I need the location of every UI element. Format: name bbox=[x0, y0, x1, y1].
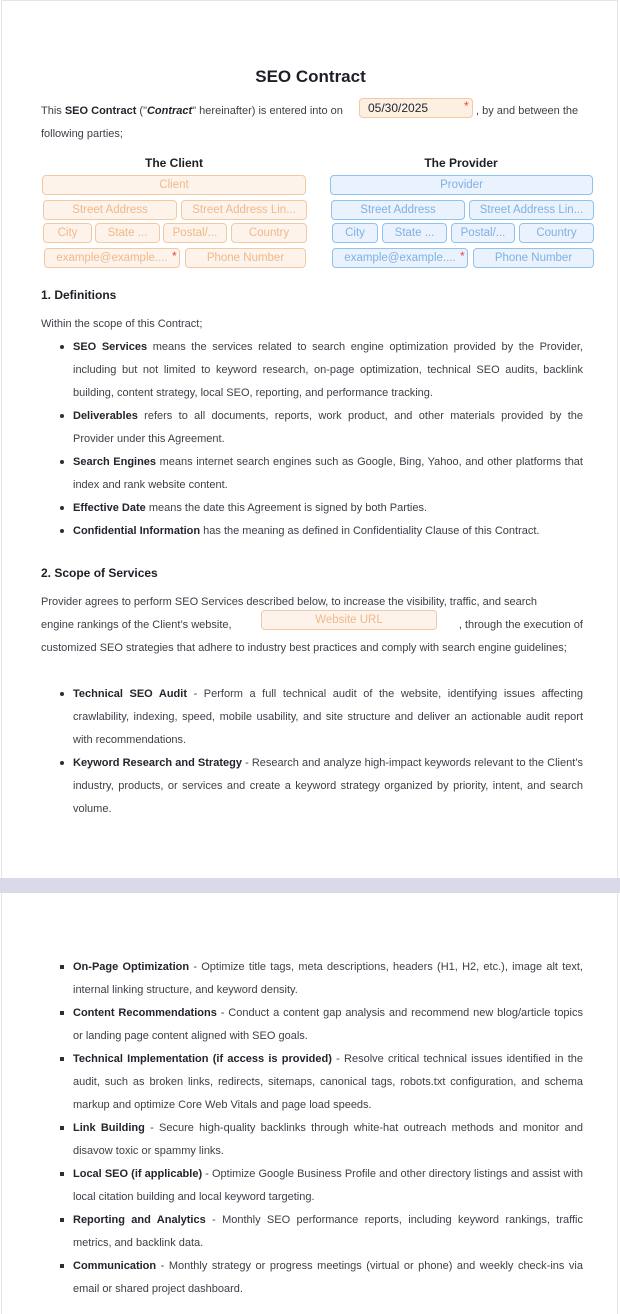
required-asterisk: * bbox=[460, 249, 465, 263]
client-email-field[interactable]: example@example.... bbox=[44, 248, 180, 268]
intro-line-1: This SEO Contract ("Contract" hereinafter) is entered into on bbox=[41, 105, 343, 117]
provider-street2-field[interactable]: Street Address Lin... bbox=[469, 200, 594, 220]
section-1-intro: Within the scope of this Contract; bbox=[41, 318, 203, 330]
provider-phone-field[interactable]: Phone Number bbox=[473, 248, 594, 268]
section-2-intro-line-1: Provider agrees to perform SEO Services described below, to increase the visibility, traffic, and search bbox=[41, 596, 538, 608]
list-item: Link Building - Secure high-quality backlinks through white-hat outreach methods and monitor and disavow toxic or spammy links. bbox=[42, 1117, 583, 1163]
list-item: Communication - Monthly strategy or progress meetings (virtual or phone) and weekly check-ins via email or shared project dashboard. bbox=[42, 1255, 583, 1301]
list-item: Reporting and Analytics - Monthly SEO performance reports, including keyword rankings, traffic metrics, and backlink data. bbox=[42, 1209, 583, 1255]
list-item: Local SEO (if applicable) - Optimize Google Business Profile and other directory listings and assist with local citation building and local keyword targeting. bbox=[42, 1163, 583, 1209]
intro-line-1-end: , by and between the bbox=[476, 105, 579, 117]
scope-list-continued bbox=[42, 956, 583, 1301]
client-name-field[interactable]: Client bbox=[42, 175, 306, 195]
client-country-field[interactable]: Country bbox=[231, 223, 307, 243]
scope-list bbox=[42, 683, 583, 821]
provider-street-field[interactable]: Street Address bbox=[331, 200, 465, 220]
list-item: On-Page Optimization - Optimize title tags, meta descriptions, headers (H1, H2, etc.), image alt text, internal linking structure, and keyword density. bbox=[42, 956, 583, 1002]
list-item: Deliverables refers to all documents, reports, work product, and other materials provided by the Provider under this Agreement. bbox=[42, 405, 583, 451]
list-item: Keyword Research and Strategy - Research and analyze high-impact keywords relevant to the Client’s industry, products, or services and create a keyword strategy organized by priority, intent, and search volume. bbox=[42, 752, 583, 821]
website-url-field[interactable]: Website URL bbox=[261, 610, 437, 630]
section-1-heading: 1. Definitions bbox=[41, 288, 117, 302]
provider-heading: The Provider bbox=[424, 156, 498, 170]
list-item: Technical SEO Audit - Perform a full technical audit of the website, identifying issues affecting crawlability, indexing, speed, mobile usability, and site structure and deliver an actionable audit report with recommendations. bbox=[42, 683, 583, 752]
client-phone-field[interactable]: Phone Number bbox=[185, 248, 306, 268]
client-heading: The Client bbox=[144, 156, 203, 170]
client-city-field[interactable]: City bbox=[43, 223, 92, 243]
provider-postal-field[interactable]: Postal/... bbox=[451, 223, 515, 243]
client-street-field[interactable]: Street Address bbox=[43, 200, 177, 220]
definitions-list bbox=[42, 336, 583, 543]
provider-city-field[interactable]: City bbox=[332, 223, 378, 243]
list-item: Effective Date means the date this Agreement is signed by both Parties. bbox=[42, 497, 583, 520]
provider-country-field[interactable]: Country bbox=[519, 223, 594, 243]
page-separator bbox=[0, 878, 620, 893]
list-item: Search Engines means internet search engines such as Google, Bing, Yahoo, and other platforms that index and rank website content. bbox=[42, 451, 583, 497]
list-item: Confidential Information has the meaning as defined in Confidentiality Clause of this Contract. bbox=[42, 520, 583, 543]
intro-line-2: following parties; bbox=[41, 128, 123, 140]
client-postal-field[interactable]: Postal/... bbox=[163, 223, 227, 243]
list-item: Technical Implementation (if access is provided) - Resolve critical technical issues identified in the audit, such as broken links, redirects, sitemaps, canonical tags, robots.txt configuration, and schema markup and optimize Core Web Vitals and page load speeds. bbox=[42, 1048, 583, 1117]
required-asterisk: * bbox=[464, 99, 469, 113]
list-item: SEO Services means the services related to search engine optimization provided by the Provider, including but not limited to keyword research, on-page optimization, technical SEO audits, backlink building, content strategy, local SEO, reporting, and performance tracking. bbox=[42, 336, 583, 405]
section-2-intro-rest: customized SEO strategies that adhere to industry best practices and comply with search engine guidelines; bbox=[41, 642, 567, 654]
document-page-2 bbox=[1, 893, 618, 1314]
section-2-intro-post: , through the execution of bbox=[458, 619, 583, 631]
section-2-intro-pre: engine rankings of the Client’s website, bbox=[41, 619, 232, 631]
required-asterisk: * bbox=[172, 249, 177, 263]
provider-name-field[interactable]: Provider bbox=[330, 175, 593, 195]
provider-email-field[interactable]: example@example.... bbox=[332, 248, 468, 268]
client-state-field[interactable]: State ... bbox=[95, 223, 160, 243]
provider-state-field[interactable]: State ... bbox=[382, 223, 447, 243]
contract-date-field[interactable]: 05/30/2025 bbox=[359, 98, 473, 118]
list-item: Content Recommendations - Conduct a content gap analysis and recommend new blog/article topics or landing page content aligned with SEO goals. bbox=[42, 1002, 583, 1048]
page-title: SEO Contract bbox=[255, 67, 366, 86]
section-2-heading: 2. Scope of Services bbox=[41, 566, 158, 580]
document-page-1 bbox=[1, 0, 618, 878]
client-street2-field[interactable]: Street Address Lin... bbox=[181, 200, 307, 220]
